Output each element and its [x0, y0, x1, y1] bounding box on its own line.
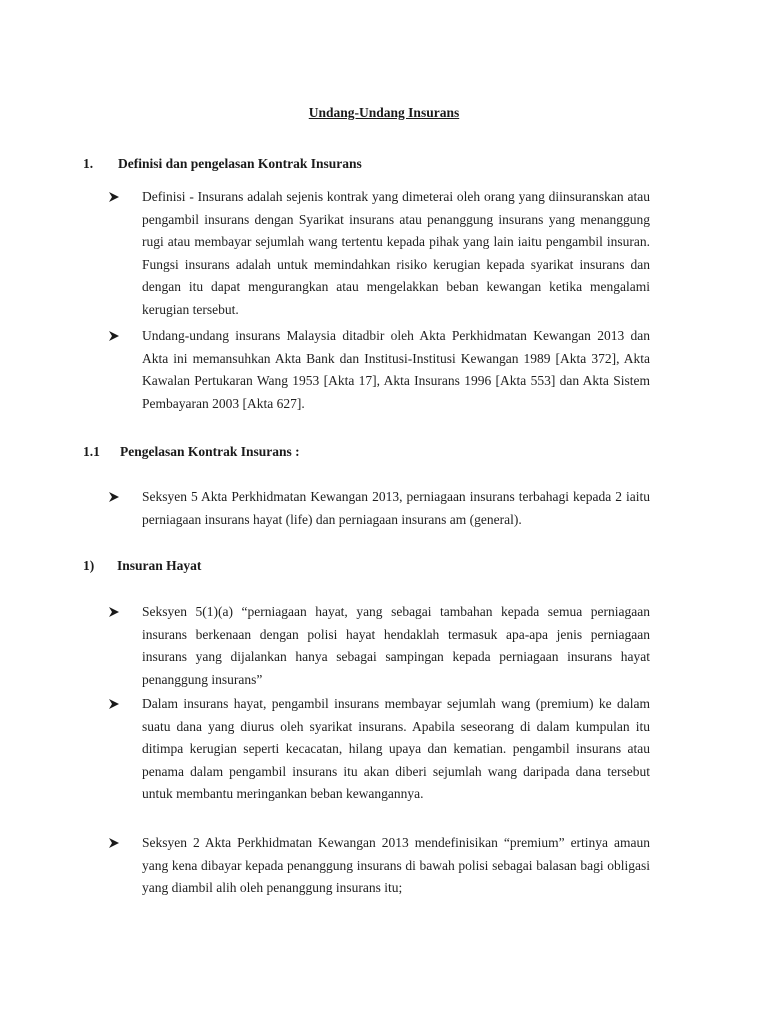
list-item — [108, 693, 650, 808]
section-number: 1. — [83, 156, 94, 171]
arrowhead-bullet-icon — [108, 832, 120, 854]
list-item — [108, 325, 650, 417]
arrowhead-bullet-icon — [108, 186, 120, 208]
document-title: Undang-Undang Insurans — [308, 105, 460, 120]
arrowhead-bullet-icon — [108, 325, 120, 347]
section-title: Definisi dan pengelasan Kontrak Insurans — [118, 156, 362, 171]
section-title: Pengelasan Kontrak Insurans : — [120, 444, 300, 459]
list-item — [108, 486, 650, 532]
list-item-text: Seksyen 5(1)(a) “perniagaan hayat, yang sebagai tambahan kepada semua perniagaan insurans berkenaan dengan polisi hayat hendaklah termasuk apa-apa jenis perniagaan insurans yang dijalankan hanya sebagai sampingan kepada perniagaan insurans hayat penanggung insurans” — [142, 604, 650, 687]
section-title: Insuran Hayat — [117, 558, 202, 573]
section-number: 1.1 — [83, 444, 100, 459]
list-item — [108, 601, 650, 687]
list-item-text: Dalam insurans hayat, pengambil insurans membayar sejumlah wang (premium) ke dalam suatu dana yang diurus oleh syarikat insurans. Apabila seseorang di dalam kumpulan itu ditimpa kerugian seperti kecacatan, hilang upaya dan kematian. pengambil insurans atau penama dalam pengambil insurans itu akan diberi sejumlah wang daripada dana tersebut untuk membantu meringankan beban kewangannya. — [142, 696, 650, 802]
list-item — [108, 832, 650, 901]
section-number: 1) — [83, 558, 95, 573]
list-item-text: Definisi - Insurans adalah sejenis kontrak yang dimeterai oleh orang yang diinsuranskan atau pengambil insurans dengan Syarikat insurans atau penanggung insurans yang menanggung rugi atau membayar sejumlah wang tertentu kepada pihak yang lain iaitu pengambil insuran. Fungsi insurans adalah untuk memindahkan risiko kerugian kepada syarikat insurans dan dengan itu dapat mengurangkan atau mengelakkan beban kewangan ketika mengalami kerugian tersebut. — [142, 189, 650, 317]
arrowhead-bullet-icon — [108, 486, 120, 508]
list-item-text: Undang-undang insurans Malaysia ditadbir oleh Akta Perkhidmatan Kewangan 2013 dan Akta ini memansuhkan Akta Bank dan Institusi-Institusi Kewangan 1989 [Akta 372], Akta Kawalan Pertukaran Wang 1953 [Akta 17], Akta Insurans 1996 [Akta 553] dan Akta Sistem Pembayaran 2003 [Akta 627]. — [142, 328, 650, 411]
list-item-text: Seksyen 2 Akta Perkhidmatan Kewangan 2013 mendefinisikan “premium” ertinya amaun yang kena dibayar kepada penanggung insurans di bawah polisi sebagai balasan bagi obligasi yang diambil alih oleh penanggung insurans itu; — [142, 835, 650, 896]
arrowhead-bullet-icon — [108, 693, 120, 715]
list-item — [108, 186, 650, 317]
list-item-text: Seksyen 5 Akta Perkhidmatan Kewangan 2013, perniagaan insurans terbahagi kepada 2 iaitu perniagaan insurans hayat (life) dan perniagaan insurans am (general). — [142, 489, 650, 527]
arrowhead-bullet-icon — [108, 601, 120, 623]
